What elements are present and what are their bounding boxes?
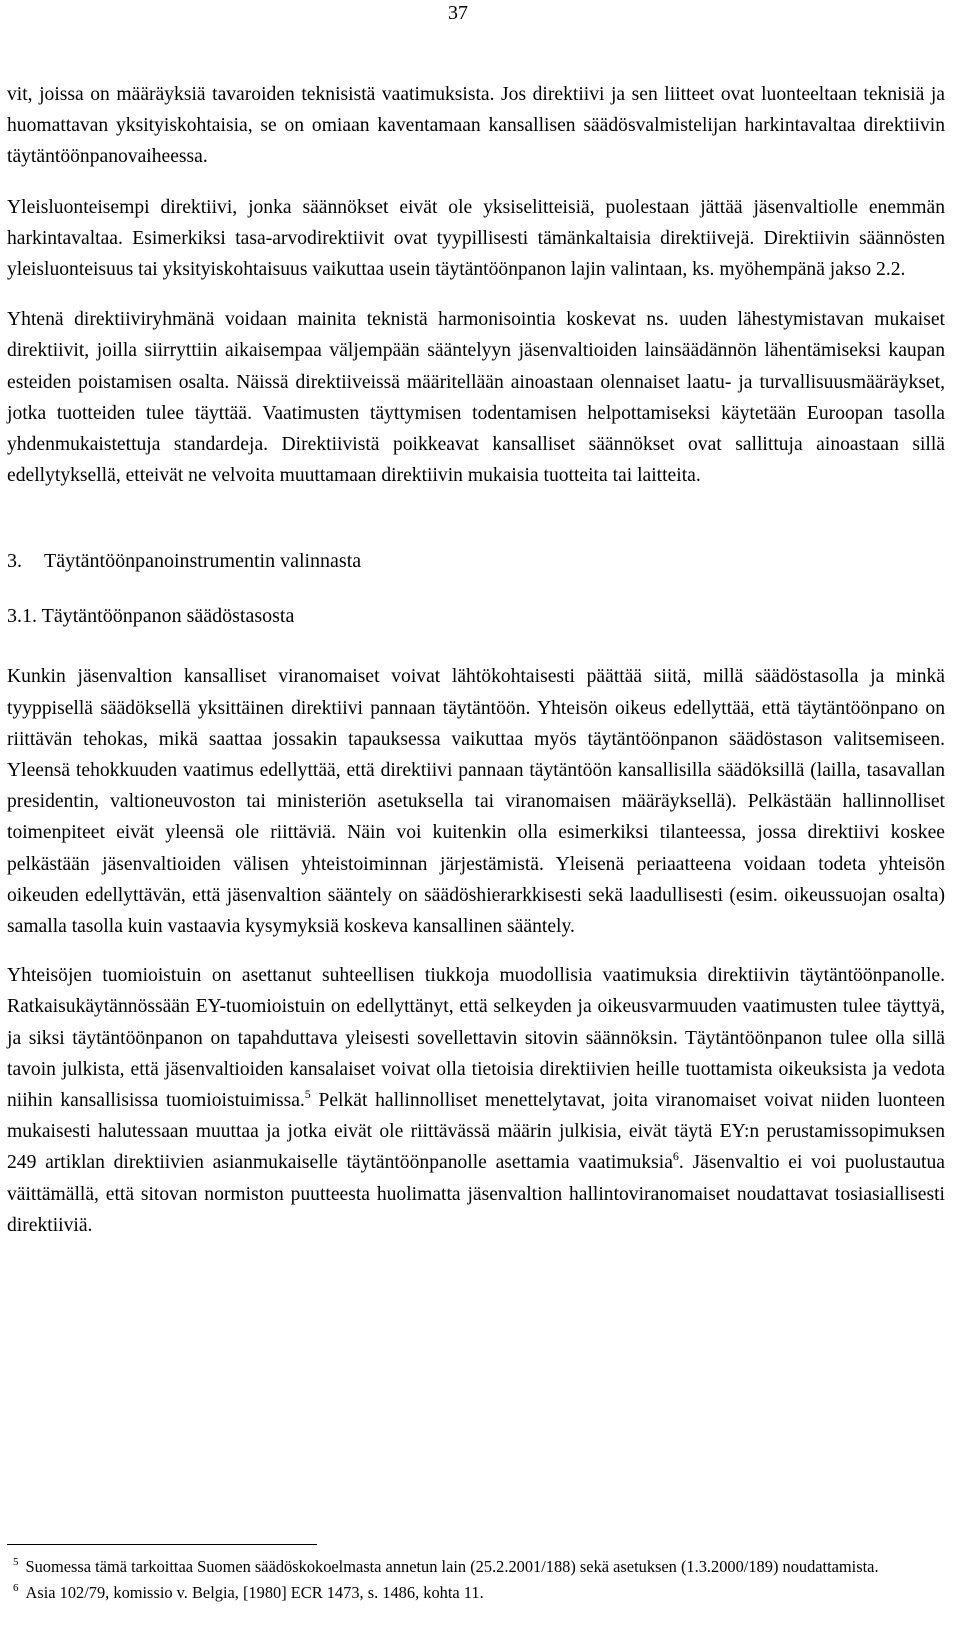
footnote-6-mark: 6 — [13, 1582, 19, 1594]
footnote-6-text: Asia 102/79, komissio v. Belgia, [1980] ECR 1473, s. 1486, kohta 11. — [25, 1583, 484, 1602]
footnote-ref-5[interactable]: 5 — [304, 1087, 311, 1102]
footnote-5-mark: 5 — [13, 1556, 19, 1568]
paragraph-1: vit, joissa on määräyksiä tavaroiden teknisistä vaatimuksista. Jos direktiivi ja sen liitteet ovat luonteeltaan teknisiä ja huomattavan yksityiskohtaisia, se on omiaan kaventamaan kansallisen säädösvalmistelijan harkintavaltaa direktiivin täytäntöönpanovaiheessa. — [7, 84, 945, 168]
section-heading: 3.1. Täytäntöönpanon säädöstasosta — [7, 605, 295, 628]
footnote-ref-6[interactable]: 6 — [672, 1149, 679, 1164]
page-number: 37 — [448, 2, 468, 24]
paragraph-5 — [7, 960, 945, 1241]
footnote-5-text: Suomessa tämä tarkoittaa Suomen säädöskokoelmasta annetun lain (25.2.2001/188) sekä asetuksen (1.3.2000/189) noudattamista. — [25, 1557, 879, 1576]
paragraph-5-text-1: Yhteisöjen tuomioistuin on asettanut suhteellisen tiukkoja muodollisia vaatimuksia direktiivin täytäntöönpanolle. Ratkaisukäytännössään EY-tuomioistuin on edellyttänyt, että selkeyden ja oikeusvarmuuden vaatimusten tulee täyttyä, ja siksi täytäntöönpanon on tapahduttava yleisesti sovellettavin sitovin säännöksin. Täytäntöönpanon tulee olla sillä tavoin julkista, että jäsenvaltioiden kansalaiset voivat olla tietoisia direktiivien heille tuottamista oikeuksista ja vedota niihin kansallisissa tuomioistuimissa. — [7, 965, 945, 1112]
paragraph-5-text-3: . Jäsenvaltio ei voi puolustautua väittämällä, että sitovan normiston puutteesta huolimatta jäsenvaltion hallintoviranomaiset noudattavat tosiasiallisesti direktiiviä. — [7, 1152, 945, 1236]
paragraph-3: Yhtenä direktiiviryhmänä voidaan mainita teknistä harmonisointia koskevat ns. uuden lähestymistavan mukaiset direktiivit, joilla siirryttiin aikaisempaa väljempään sääntelyyn jäsenvaltioiden lainsäädännön lähentämiseksi kaupan esteiden poistamisen osalta. Näissä direktiiveissä määritellään ainoastaan olennaiset laatu- ja turvallisuusmääräykset, jotka tuotteiden tulee täyttää. Vaatimusten täyttymisen todentamisen helpottamiseksi käytetään Euroopan tasolla yhdenmukaistettuja standardeja. Direktiivistä poikkeavat kansalliset säännökset ovat sallittuja ainoastaan sillä edellytyksellä, etteivät ne velvoita muuttamaan direktiivin mukaisia tuotteita tai laitteita. — [7, 309, 945, 487]
footnote-divider — [7, 1544, 317, 1545]
footnote-5 — [7, 1556, 945, 1578]
footnote-6 — [7, 1582, 945, 1604]
paragraph-5-text-2: Pelkät hallinnolliset menettelytavat, joita viranomaiset voivat niiden luonteen mukaisesti halutessaan muuttaa ja jotka eivät ole riittävässä määrin julkisia, eivät täytä EY:n perustamissopimuksen 249 artiklan direktiivien asianmukaiselle täytäntöönpanolle asettamia vaatimuksia — [7, 1090, 945, 1174]
chapter-title: Täytäntöönpanoinstrumentin valinnasta — [44, 550, 362, 573]
paragraph-2: Yleisluonteisempi direktiivi, jonka säännökset eivät ole yksiselitteisiä, puolestaan jättää jäsenvaltiolle enemmän harkintavaltaa. Esimerkiksi tasa-arvodirektiivit ovat tyypillisesti tämänkaltaisia direktiivejä. Direktiivin säännösten yleisluonteisuus tai yksityiskohtaisuus vaikuttaa usein täytäntöönpanon lajin valintaan, ks. myöhempänä jakso 2.2. — [7, 196, 945, 281]
paragraph-4: Kunkin jäsenvaltion kansalliset viranomaiset voivat lähtökohtaisesti päättää siitä, millä säädöstasolla ja minkä tyyppisellä säädöksellä yksittäinen direktiivi pannaan täytäntöön. Yhteisön oikeus edellyttää, että täytäntöönpano on riittävän tehokas, mikä saattaa jossakin tapauksessa vaikuttaa myös täytäntöönpanon säädöstason valitsemiseen. Yleensä tehokkuuden vaatimus edellyttää, että direktiivi pannaan täytäntöön kansallisilla säädöksillä (lailla, tasavallan presidentin, valtioneuvoston tai ministeriön asetuksella tai viranomaisen määräyksellä). Pelkästään hallinnolliset toimenpiteet eivät yleensä ole riittäviä. Näin voi kuitenkin olla esimerkiksi tilanteessa, jossa direktiivi koskee pelkästään jäsenvaltioiden välisen yhteistoiminnan järjestämistä. Yleisenä periaatteena voidaan todeta yhteisön oikeuden edellyttävän, että jäsenvaltion sääntely on säädöshierarkkisesti sekä laadullisesti (esim. oikeussuojan osalta) samalla tasolla kuin vastaavia kysymyksiä koskeva kansallinen sääntely. — [7, 666, 945, 938]
chapter-heading — [7, 546, 945, 577]
document-body — [7, 79, 945, 1241]
chapter-number: 3. — [7, 550, 22, 573]
footnotes — [7, 1556, 945, 1604]
